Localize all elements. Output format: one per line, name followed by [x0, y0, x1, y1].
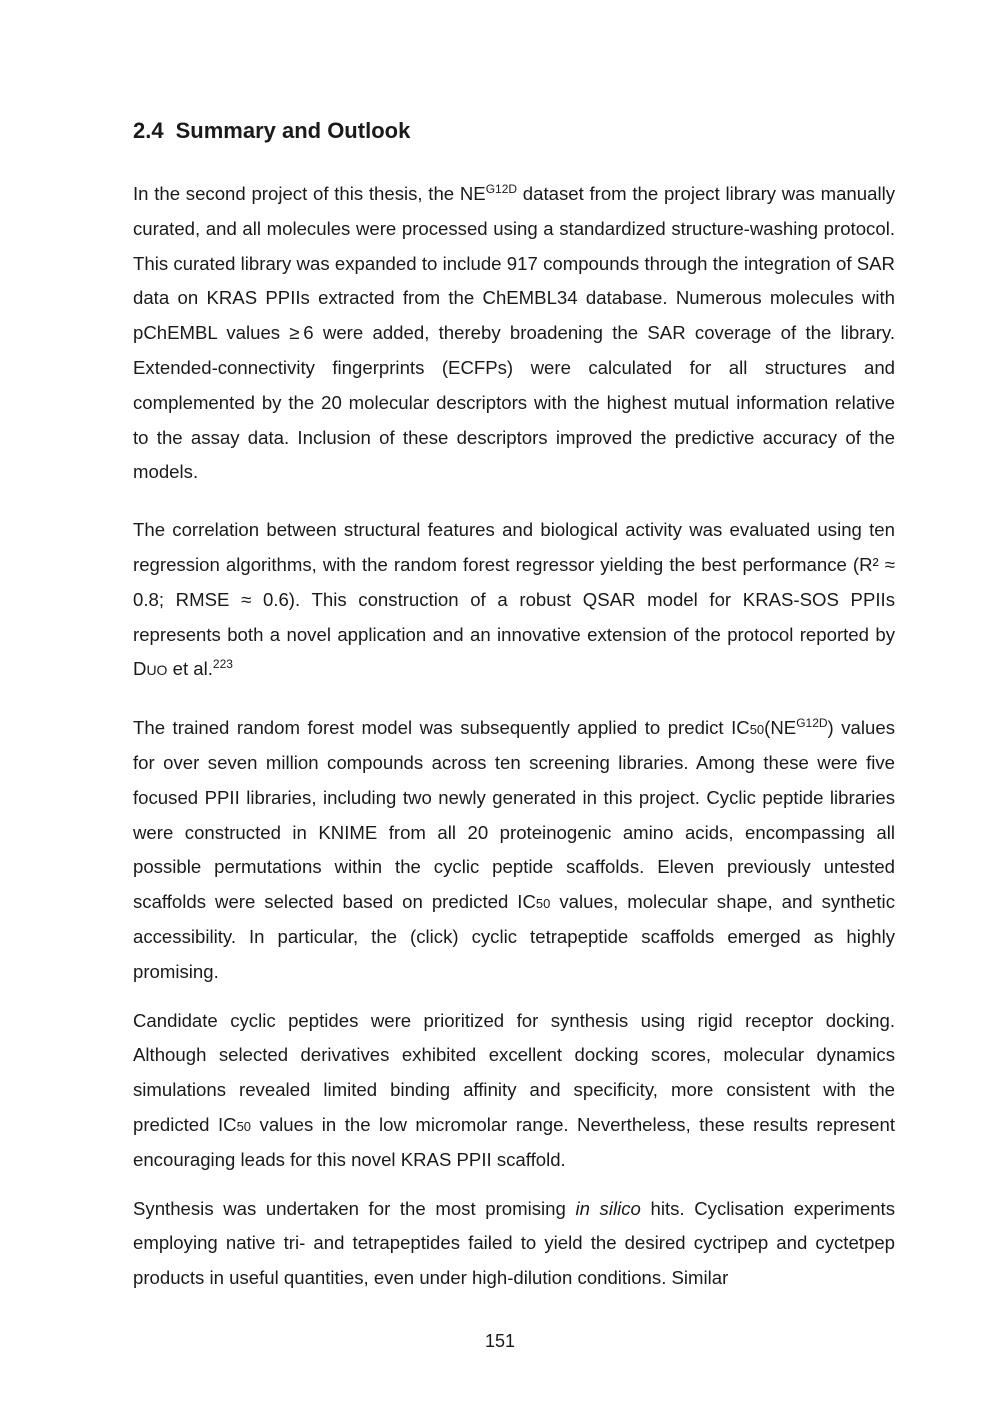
italic-in-silico: in silico: [575, 1197, 641, 1219]
paragraph-3: The trained random forest model was subsequently applied to predict $IC50(NE^{G12D})$ values for over seven million compounds across ten screening libraries. Among these were five focused PPII libraries, including two newly generated in this project. Cyclic peptide libraries were constructed in KNIME from all 20 proteinogenic amino acids, encompassing all possible permutations within the cyclic peptide scaffolds. Eleven previously untested scaffolds were selected based on predicted IC50 values, molecular shape, and synthetic accessibility. In particular, the (click) cyclic tetrapeptide scaffolds emerged as highly promising.: [133, 716, 895, 982]
section-heading: [133, 118, 410, 144]
author-small-caps-initial: D: [133, 658, 147, 680]
page-number: 151: [484, 1331, 516, 1351]
section-number: 2.4: [133, 118, 164, 143]
paragraph-4: Candidate cyclic peptides were prioritized for synthesis using rigid receptor docking. Although selected derivatives exhibited excellent docking scores, molecular dynamics simulations revealed limited binding affinity and specificity, more consistent with the predicted IC50 values in the low micromolar range. Nevertheless, these results represent encouraging leads for this novel KRAS PPII scaffold.: [133, 1009, 895, 1170]
superscript-g12d: G12D: [796, 716, 828, 731]
section-title: Summary and Outlook: [175, 118, 411, 143]
paragraph-2: The correlation between structural features and biological activity was evaluated using ten regression algorithms, with the random forest regressor yielding the best performance (R² ≈ 0.8; RMSE ≈ 0.6). This construction of a robust QSAR model for KRAS-SOS PPIIs represents both a novel application and an innovative extension of the protocol reported by DUO et al.$^{223}$: [133, 519, 895, 680]
subscript-50: 50: [749, 722, 765, 738]
subscript-50: 50: [535, 896, 551, 912]
paragraph-1: In the second project of this thesis, the $NE^{G12D}$ dataset from the project library was manually curated, and all molecules were processed using a standardized structure-washing protocol. This curated library was expanded to include 917 compounds through the integration of SAR data on KRAS PPIIs extracted from the ChEMBL34 database. Numerous molecules with pChEMBL values ≥ 6 were added, thereby broadening the SAR coverage of the library. Extended-connectivity fingerprints (ECFPs) were calculated for all structures and complemented by the 20 molecular descriptors with the highest mutual information relative to the assay data. Inclusion of these descriptors improved the predictive accuracy of the models.: [133, 182, 895, 483]
body-text: [133, 177, 895, 1296]
superscript-g12d: G12D: [485, 182, 518, 196]
citation-ref: 223: [212, 657, 233, 672]
subscript-50: 50: [236, 1118, 252, 1134]
paragraph-5: Synthesis was undertaken for the most promising in silico hits. Cyclisation experiments employing native tri- and tetrapeptides failed to yield the desired cyctripep and cyctetpep products in useful quantities, even under high-dilution conditions. Similar: [133, 1197, 896, 1289]
author-small-caps-rest: UO: [146, 662, 168, 679]
